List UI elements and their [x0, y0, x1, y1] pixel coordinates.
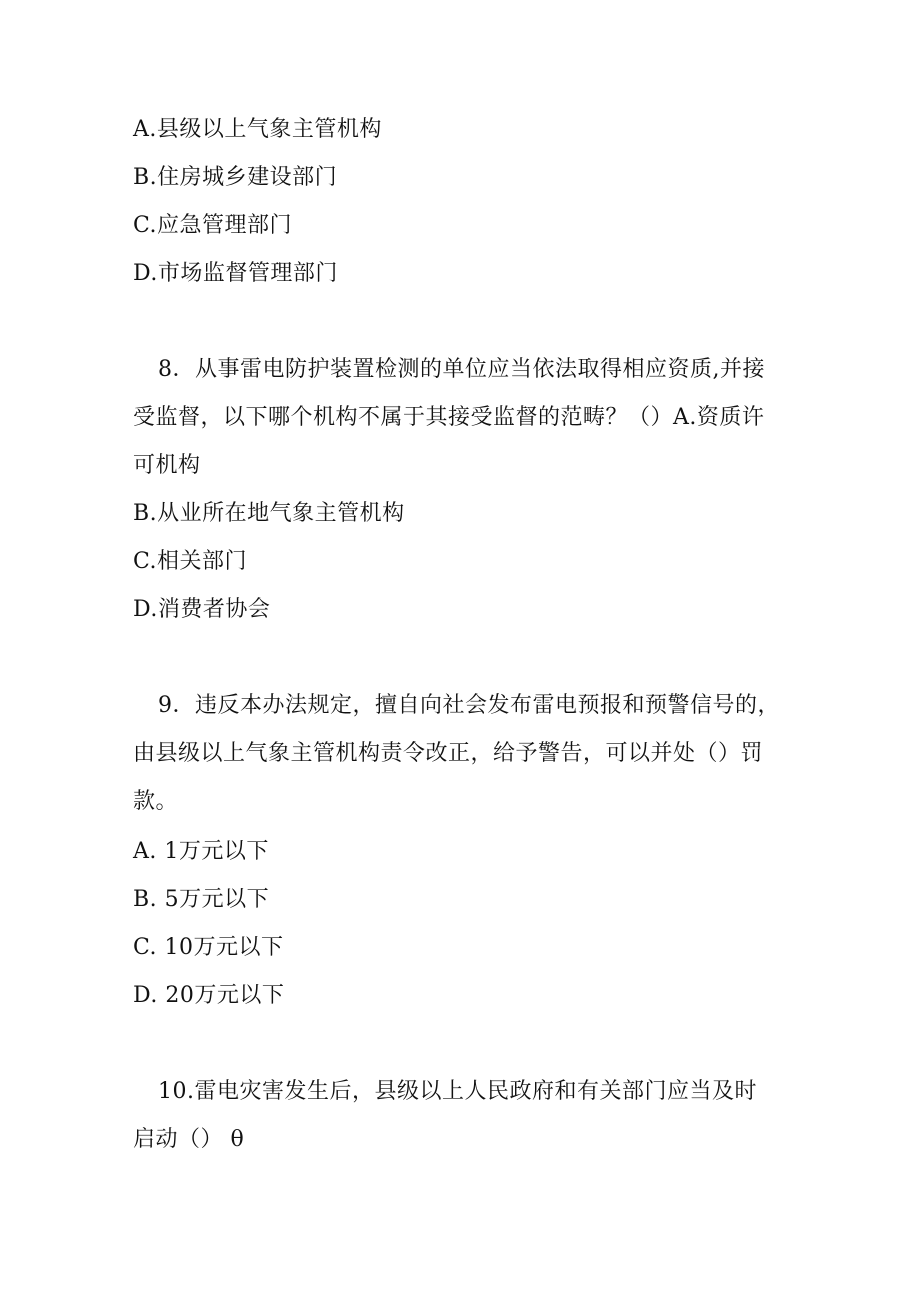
q7-option-b: B.住房城乡建设部门	[133, 165, 338, 190]
q8-stem-line-1: 8．从事雷电防护装置检测的单位应当依法取得相应资质,并接	[158, 357, 765, 382]
q10-stem-line-1: 10.雷电灾害发生后，县级以上人民政府和有关部门应当及时	[158, 1079, 757, 1104]
q8-option-d: D.消费者协会	[133, 597, 271, 622]
q8-option-b: B.从业所在地气象主管机构	[133, 501, 405, 526]
q9-stem-line-2: 由县级以上气象主管机构责令改正，给予警告，可以并处（）罚	[133, 741, 764, 766]
q9-option-d: D. 20万元以下	[133, 983, 285, 1008]
q9-stem-line-1: 9．违反本办法规定，擅自向社会发布雷电预报和预警信号的，	[158, 693, 780, 718]
q9-option-a: A. 1万元以下	[133, 839, 269, 864]
q9-option-b: B. 5万元以下	[133, 887, 270, 912]
q8-option-c: C.相关部门	[133, 549, 248, 574]
q7-option-c: C.应急管理部门	[133, 213, 293, 238]
q7-option-d: D.市场监督管理部门	[133, 261, 338, 286]
q8-stem-line-2: 受监督，以下哪个机构不属于其接受监督的范畴？（）A.资质许	[133, 405, 765, 430]
q8-stem-line-3: 可机构	[133, 453, 201, 478]
q9-option-c: C. 10万元以下	[133, 935, 284, 960]
q7-option-a: A.县级以上气象主管机构	[133, 117, 382, 142]
q10-stem-line-2: 启动（） θ	[133, 1127, 245, 1152]
q9-stem-line-3: 款。	[133, 789, 179, 814]
